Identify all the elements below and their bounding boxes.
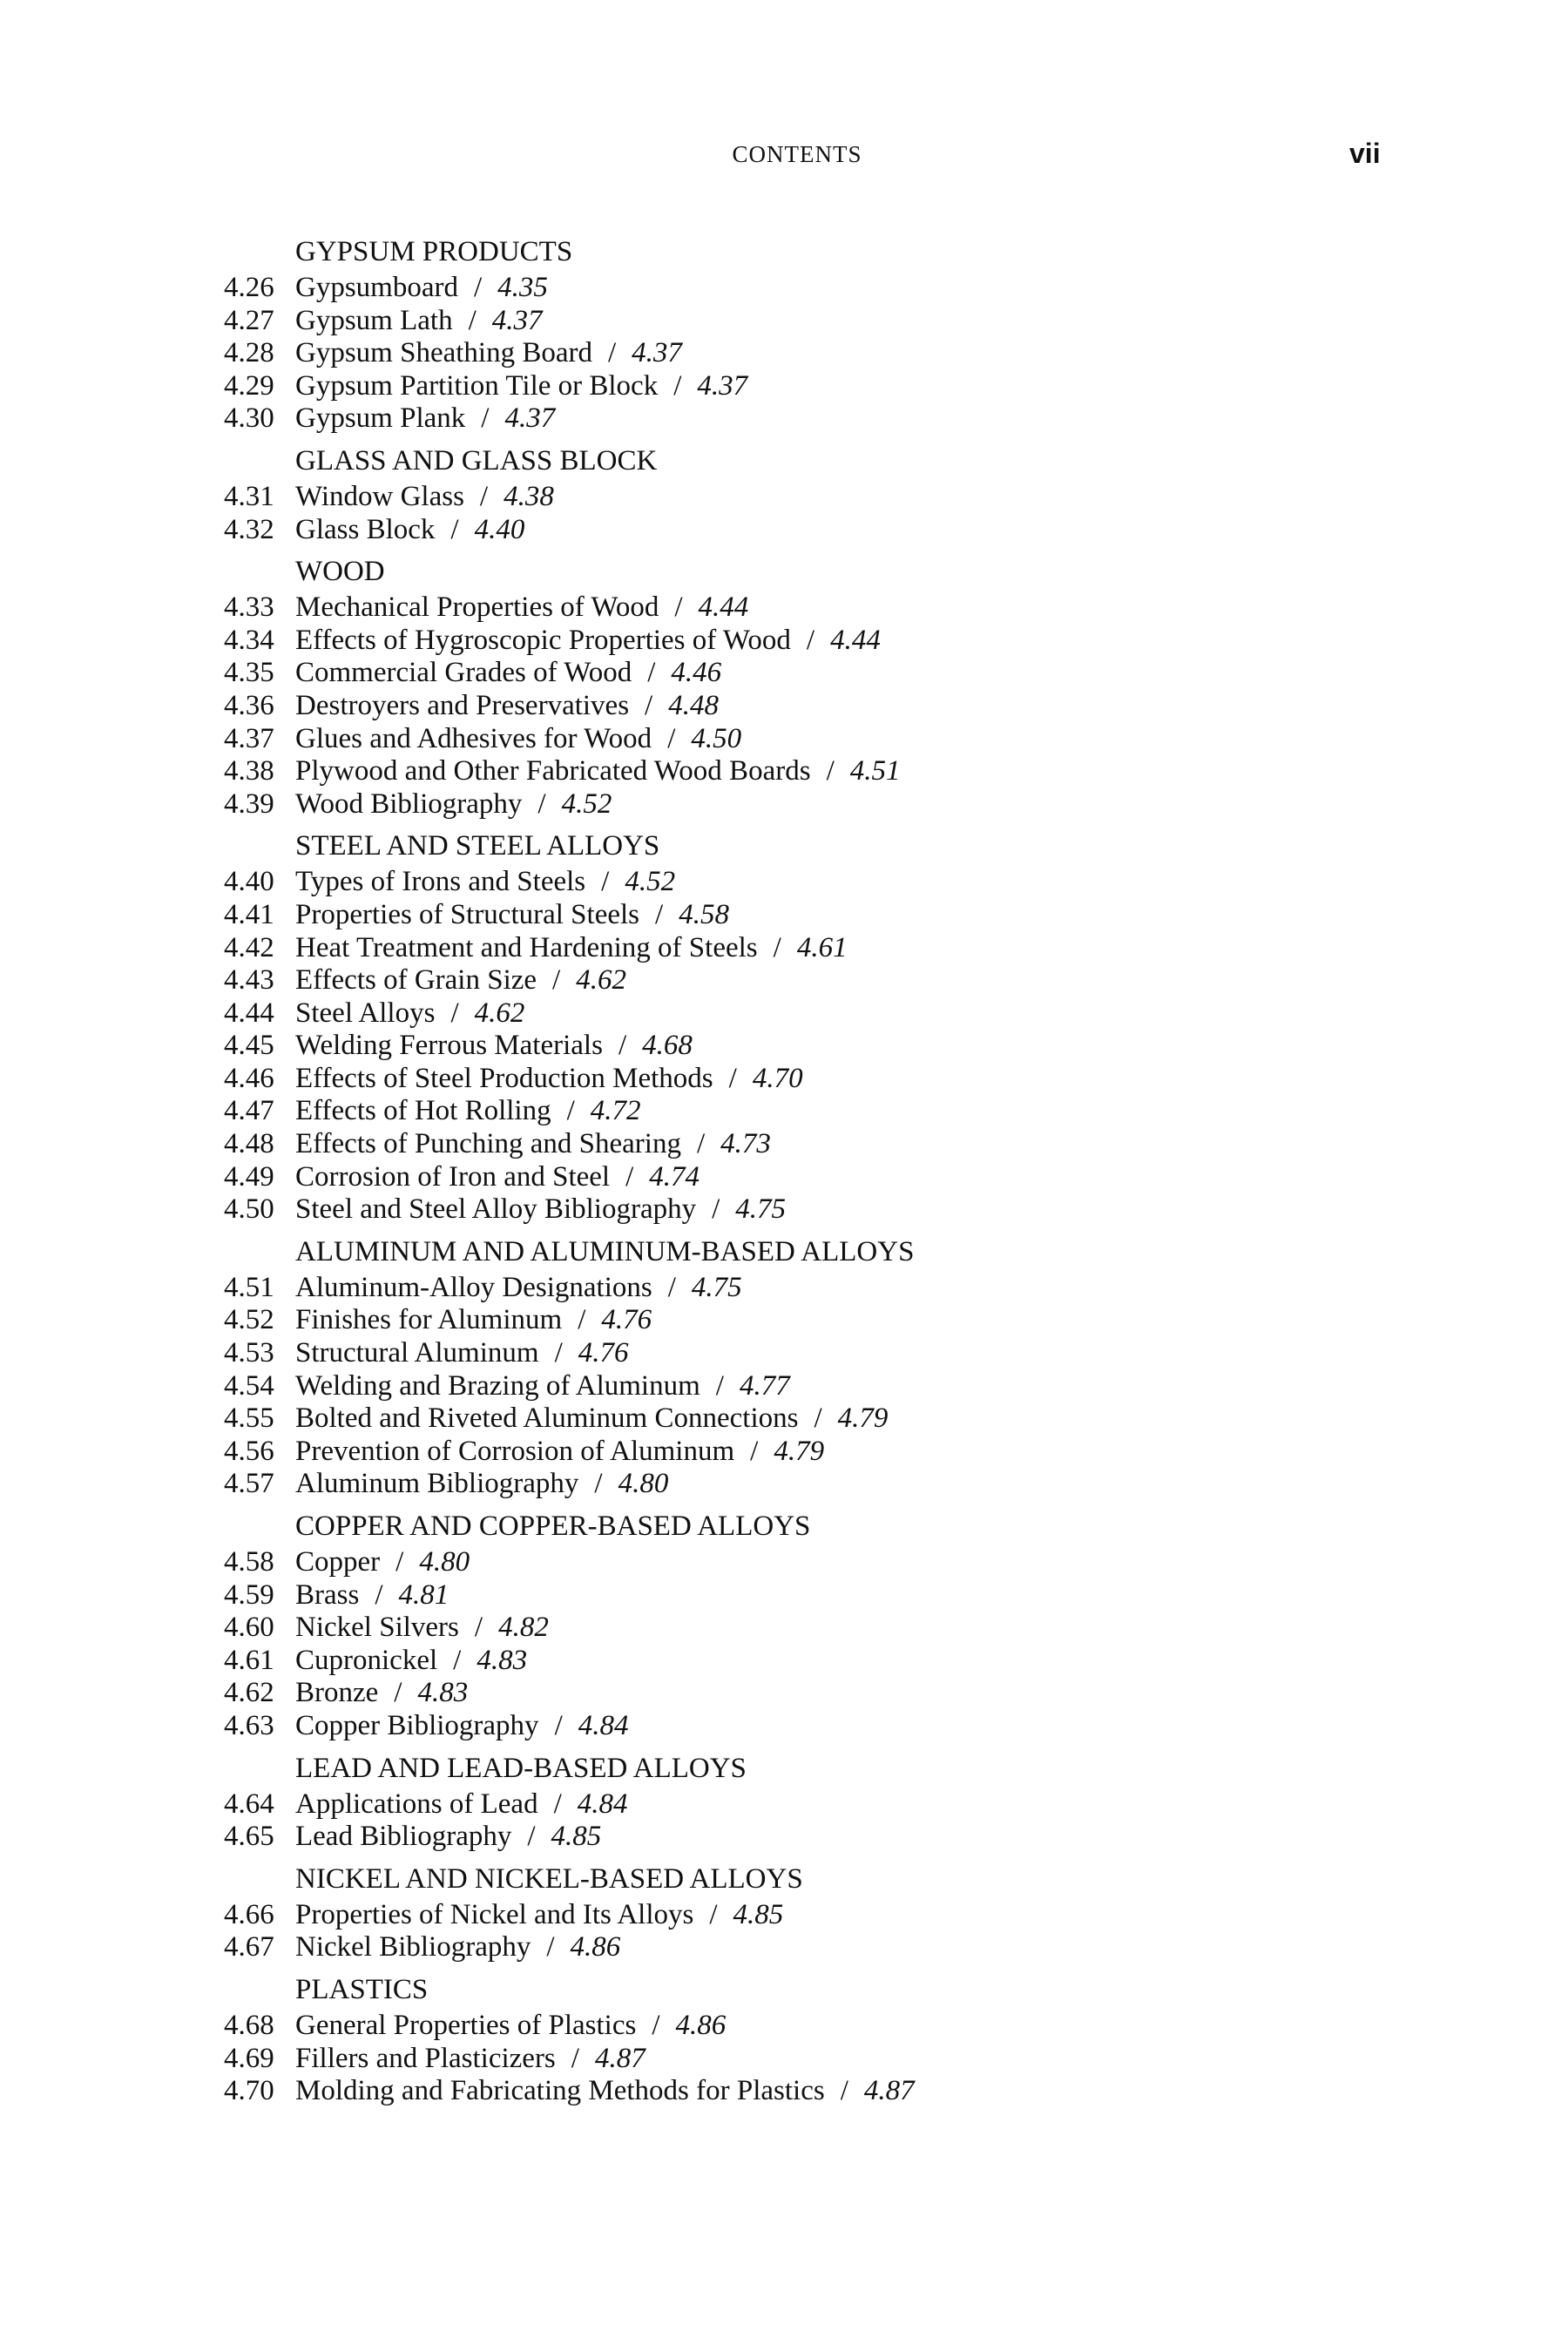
toc-entry[interactable]: [224, 1468, 1443, 1501]
entry-title: Destroyers and Preservatives: [295, 689, 630, 721]
toc-entry[interactable]: [224, 1788, 1443, 1821]
entry-title: Gypsum Partition Tile or Block: [295, 369, 659, 402]
toc-entry[interactable]: [224, 1161, 1443, 1194]
entry-number: 4.27: [224, 304, 274, 336]
entry-title: Nickel Silvers: [295, 1612, 459, 1644]
toc-entry[interactable]: [224, 964, 1443, 997]
entry-separator: /: [667, 722, 676, 754]
toc-entry[interactable]: [224, 1370, 1443, 1403]
entry-number: 4.31: [224, 480, 274, 512]
section-heading: ALUMINUM AND ALUMINUM-BASED ALLOYS: [295, 1235, 915, 1267]
entry-separator: /: [750, 1435, 759, 1467]
entry-page-number: 4.87: [863, 2075, 915, 2107]
entry-separator: /: [696, 1128, 706, 1160]
entry-page-number: 4.76: [601, 1304, 652, 1336]
toc-entry[interactable]: [224, 1546, 1443, 1579]
entry-separator: /: [450, 513, 459, 545]
entry-number: 4.68: [224, 2009, 274, 2041]
entry-number: 4.37: [224, 722, 274, 754]
entry-number: 4.44: [224, 997, 274, 1029]
entry-separator: /: [552, 964, 561, 997]
entry-separator: /: [840, 2075, 848, 2107]
entry-number: 4.53: [224, 1337, 274, 1369]
toc-entry[interactable]: [224, 272, 1443, 305]
entry-separator: /: [527, 1821, 536, 1853]
entry-title: Properties of Structural Steels: [295, 898, 640, 930]
entry-page-number: 4.73: [720, 1128, 771, 1160]
entry-title: Glues and Adhesives for Wood: [295, 722, 652, 754]
toc-entry[interactable]: [224, 1931, 1443, 1964]
entry-separator: /: [607, 337, 617, 369]
entry-number: 4.56: [224, 1435, 274, 1467]
entry-number: 4.42: [224, 931, 274, 963]
entry-page-number: 4.37: [632, 337, 682, 369]
entry-number: 4.34: [224, 624, 274, 656]
entry-separator: /: [709, 1898, 718, 1930]
toc-entry[interactable]: [224, 591, 1443, 625]
entry-separator: /: [375, 1578, 383, 1611]
toc-section: [224, 1748, 1443, 1854]
entry-title: Heat Treatment and Hardening of Steels: [295, 931, 758, 963]
entry-number: 4.49: [224, 1160, 274, 1193]
section-heading: COPPER AND COPPER-BASED ALLOYS: [295, 1511, 811, 1542]
entry-separator: /: [594, 1468, 603, 1500]
entry-title: Gypsum Lath: [295, 304, 453, 336]
entry-title: Mechanical Properties of Wood: [295, 591, 659, 624]
entry-title: Nickel Bibliography: [295, 1931, 531, 1963]
toc-entry[interactable]: [224, 1337, 1443, 1370]
entry-title: Effects of Hot Rolling: [295, 1095, 551, 1127]
entry-title: Steel Alloys: [295, 997, 436, 1029]
entry-number: 4.47: [224, 1095, 274, 1127]
entry-number: 4.26: [224, 272, 274, 303]
entry-separator: /: [473, 272, 483, 303]
toc-section: [224, 232, 1443, 436]
entry-title: Structural Aluminum: [295, 1337, 539, 1369]
entry-number: 4.67: [224, 1931, 274, 1963]
toc-entry[interactable]: [224, 788, 1443, 821]
entry-number: 4.69: [224, 2042, 274, 2074]
toc-entry[interactable]: [224, 657, 1443, 690]
entry-number: 4.46: [224, 1062, 274, 1094]
toc-entry[interactable]: [224, 337, 1443, 370]
section-heading: WOOD: [295, 556, 385, 588]
toc-entry[interactable]: [224, 755, 1443, 788]
entry-number: 4.35: [224, 657, 274, 689]
toc-entry[interactable]: [224, 1612, 1443, 1645]
entry-page-number: 4.81: [398, 1578, 449, 1611]
toc-entry[interactable]: [224, 1030, 1443, 1063]
entry-page-number: 4.35: [497, 272, 548, 303]
entry-title: Window Glass: [295, 480, 464, 512]
toc-entry[interactable]: [224, 932, 1443, 965]
toc-entry[interactable]: [224, 370, 1443, 403]
entry-separator: /: [546, 1931, 555, 1963]
entry-page-number: 4.48: [668, 689, 719, 721]
entry-separator: /: [453, 1644, 462, 1676]
toc-entry[interactable]: [224, 1710, 1443, 1743]
entry-title: Effects of Steel Production Methods: [295, 1062, 713, 1094]
entry-page-number: 4.75: [691, 1271, 742, 1303]
entry-page-number: 4.85: [551, 1821, 602, 1853]
entry-number: 4.64: [224, 1788, 274, 1820]
toc-entry[interactable]: [224, 1304, 1443, 1337]
entry-separator: /: [566, 1095, 575, 1127]
section-heading: GYPSUM PRODUCTS: [295, 236, 573, 267]
entry-page-number: 4.37: [697, 369, 748, 402]
toc-entry[interactable]: [224, 1579, 1443, 1612]
entry-separator: /: [652, 2009, 660, 2041]
entry-page-number: 4.37: [491, 304, 543, 336]
table-of-contents: [224, 226, 1443, 2108]
entry-title: Aluminum-Alloy Designations: [295, 1271, 652, 1303]
toc-entry[interactable]: [224, 514, 1443, 547]
entry-separator: /: [618, 1030, 627, 1062]
entry-number: 4.57: [224, 1468, 274, 1500]
entry-title: Copper Bibliography: [295, 1709, 539, 1741]
entry-title: Effects of Hygroscopic Properties of Wood: [295, 624, 791, 656]
entry-separator: /: [578, 1304, 586, 1336]
entry-number: 4.48: [224, 1128, 274, 1160]
entry-page-number: 4.51: [849, 755, 901, 787]
entry-page-number: 4.80: [419, 1546, 470, 1578]
entry-number: 4.39: [224, 787, 274, 820]
entry-number: 4.45: [224, 1030, 274, 1062]
entry-number: 4.51: [224, 1271, 274, 1303]
toc-entry[interactable]: [224, 1899, 1443, 1932]
entry-separator: /: [715, 1369, 724, 1402]
entry-number: 4.59: [224, 1578, 274, 1611]
entry-separator: /: [450, 997, 459, 1029]
entry-page-number: 4.83: [417, 1677, 469, 1709]
entry-page-number: 4.82: [498, 1612, 549, 1644]
entry-page-number: 4.79: [837, 1402, 889, 1435]
entry-separator: /: [655, 898, 664, 930]
toc-entry[interactable]: [224, 866, 1443, 899]
entry-number: 4.36: [224, 689, 274, 721]
toc-entry[interactable]: [224, 2010, 1443, 2043]
toc-section: [224, 551, 1443, 821]
entry-separator: /: [395, 1546, 404, 1578]
entry-separator: /: [537, 787, 546, 820]
entry-title: Plywood and Other Fabricated Wood Boards: [295, 755, 811, 787]
page-number: vii: [1349, 138, 1381, 169]
entry-title: Lead Bibliography: [295, 1821, 512, 1853]
entry-separator: /: [667, 1271, 676, 1303]
entry-separator: /: [468, 304, 476, 336]
entry-number: 4.28: [224, 337, 274, 369]
toc-entry[interactable]: [224, 402, 1443, 436]
entry-title: Molding and Fabricating Methods for Plastics: [295, 2075, 825, 2107]
entry-page-number: 4.79: [774, 1435, 825, 1467]
toc-entry[interactable]: [224, 1272, 1443, 1305]
running-head: [0, 139, 1568, 174]
toc-entry[interactable]: [224, 1821, 1443, 1854]
entry-title: Fillers and Plasticizers: [295, 2042, 556, 2074]
entry-page-number: 4.50: [691, 722, 742, 754]
toc-section: [224, 1970, 1443, 2108]
entry-title: Gypsum Sheathing Board: [295, 337, 592, 369]
entry-page-number: 4.58: [679, 898, 729, 930]
entry-page-number: 4.83: [476, 1644, 528, 1676]
section-heading: LEAD AND LEAD-BASED ALLOYS: [295, 1752, 747, 1784]
toc-section: [224, 441, 1443, 546]
entry-number: 4.33: [224, 591, 274, 624]
entry-number: 4.50: [224, 1193, 274, 1226]
entry-separator: /: [773, 931, 781, 963]
section-heading: NICKEL AND NICKEL-BASED ALLOYS: [295, 1862, 803, 1895]
entry-page-number: 4.74: [649, 1160, 700, 1193]
entry-title: Welding Ferrous Materials: [295, 1030, 603, 1062]
entry-number: 4.62: [224, 1677, 274, 1709]
entry-title: Gypsum Plank: [295, 402, 466, 435]
entry-separator: /: [554, 1337, 563, 1369]
entry-separator: /: [554, 1709, 563, 1741]
toc-entry[interactable]: [224, 723, 1443, 756]
entry-title: Steel and Steel Alloy Bibliography: [295, 1193, 697, 1226]
entry-separator: /: [571, 2042, 579, 2074]
toc-entry[interactable]: [224, 1095, 1443, 1128]
entry-page-number: 4.44: [698, 591, 749, 624]
entry-separator: /: [481, 402, 490, 435]
entry-separator: /: [814, 1402, 822, 1435]
entry-title: Commercial Grades of Wood: [295, 657, 632, 689]
toc-section: [224, 1859, 1443, 1964]
entry-separator: /: [728, 1062, 737, 1094]
toc-entry[interactable]: [224, 1436, 1443, 1469]
entry-title: Corrosion of Iron and Steel: [295, 1160, 611, 1193]
toc-entry[interactable]: [224, 1677, 1443, 1710]
entry-title: Copper: [295, 1546, 381, 1578]
entry-page-number: 4.87: [594, 2042, 645, 2074]
entry-number: 4.54: [224, 1369, 274, 1402]
toc-entry[interactable]: [224, 1063, 1443, 1096]
entry-title: Glass Block: [295, 513, 436, 545]
toc-entry[interactable]: [224, 305, 1443, 338]
entry-separator: /: [712, 1193, 720, 1226]
entry-number: 4.40: [224, 866, 274, 898]
entry-page-number: 4.72: [590, 1095, 641, 1127]
entry-number: 4.58: [224, 1546, 274, 1578]
entry-separator: /: [553, 1788, 562, 1820]
toc-entry[interactable]: [224, 899, 1443, 932]
entry-separator: /: [806, 624, 815, 656]
toc-entry[interactable]: [224, 2043, 1443, 2076]
entry-separator: /: [674, 591, 683, 624]
entry-page-number: 4.52: [625, 866, 676, 898]
entry-page-number: 4.62: [474, 997, 525, 1029]
toc-entry[interactable]: [224, 1402, 1443, 1436]
entry-title: Brass: [295, 1578, 360, 1611]
entry-page-number: 4.77: [739, 1369, 790, 1402]
entry-page-number: 4.86: [570, 1931, 621, 1963]
toc-section: [224, 826, 1443, 1227]
entry-title: General Properties of Plastics: [295, 2009, 637, 2041]
entry-page-number: 4.37: [504, 402, 556, 435]
section-heading: STEEL AND STEEL ALLOYS: [295, 830, 660, 862]
entry-page-number: 4.76: [578, 1337, 629, 1369]
entry-number: 4.41: [224, 898, 274, 930]
section-heading: GLASS AND GLASS BLOCK: [295, 444, 658, 476]
entry-page-number: 4.44: [830, 624, 881, 656]
running-title: CONTENTS: [732, 141, 862, 167]
entry-title: Cupronickel: [295, 1644, 438, 1676]
entry-number: 4.32: [224, 513, 274, 545]
entry-page-number: 4.70: [752, 1062, 803, 1094]
entry-separator: /: [394, 1677, 402, 1709]
entry-page-number: 4.46: [671, 657, 722, 689]
entry-page-number: 4.40: [474, 513, 525, 545]
entry-number: 4.52: [224, 1304, 274, 1336]
entry-number: 4.61: [224, 1644, 274, 1676]
toc-entry[interactable]: [224, 1645, 1443, 1678]
entry-number: 4.38: [224, 755, 274, 787]
entry-number: 4.66: [224, 1898, 274, 1930]
section-heading: PLASTICS: [295, 1973, 429, 2005]
entry-page-number: 4.84: [578, 1709, 629, 1741]
entry-number: 4.63: [224, 1709, 274, 1741]
entry-number: 4.29: [224, 369, 274, 402]
toc-entry[interactable]: [224, 2075, 1443, 2108]
entry-title: Effects of Grain Size: [295, 964, 537, 997]
toc-entry[interactable]: [224, 997, 1443, 1031]
entry-separator: /: [826, 755, 835, 787]
entry-title: Prevention of Corrosion of Aluminum: [295, 1435, 735, 1467]
entry-separator: /: [479, 480, 489, 512]
entry-page-number: 4.52: [561, 787, 612, 820]
entry-separator: /: [474, 1612, 483, 1644]
entry-page-number: 4.38: [504, 480, 554, 512]
entry-title: Applications of Lead: [295, 1788, 538, 1820]
entry-title: Properties of Nickel and Its Alloys: [295, 1898, 694, 1930]
toc-entry[interactable]: [224, 690, 1443, 723]
toc-entry[interactable]: [224, 625, 1443, 658]
toc-entry[interactable]: [224, 1193, 1443, 1227]
entry-number: 4.60: [224, 1612, 274, 1644]
toc-entry[interactable]: [224, 1128, 1443, 1161]
entry-title: Gypsumboard: [295, 272, 458, 303]
entry-number: 4.30: [224, 402, 274, 435]
toc-section: [224, 1506, 1443, 1743]
entry-number: 4.43: [224, 964, 274, 997]
entry-number: 4.55: [224, 1402, 274, 1435]
entry-title: Types of Irons and Steels: [295, 866, 586, 898]
entry-separator: /: [625, 1160, 634, 1193]
entry-page-number: 4.85: [733, 1898, 784, 1930]
entry-page-number: 4.68: [642, 1030, 693, 1062]
entry-separator: /: [647, 657, 656, 689]
entry-title: Welding and Brazing of Aluminum: [295, 1369, 700, 1402]
entry-title: Wood Bibliography: [295, 787, 523, 820]
entry-title: Bolted and Riveted Aluminum Connections: [295, 1402, 799, 1435]
entry-separator: /: [673, 369, 682, 402]
entry-page-number: 4.80: [618, 1468, 669, 1500]
entry-title: Effects of Punching and Shearing: [295, 1128, 681, 1160]
entry-page-number: 4.84: [577, 1788, 628, 1820]
entry-separator: /: [645, 689, 653, 721]
entry-page-number: 4.86: [675, 2009, 727, 2041]
entry-separator: /: [601, 866, 610, 898]
toc-entry[interactable]: [224, 481, 1443, 514]
entry-title: Aluminum Bibliography: [295, 1468, 579, 1500]
entry-page-number: 4.75: [735, 1193, 787, 1226]
entry-page-number: 4.62: [576, 964, 626, 997]
toc-section: [224, 1232, 1443, 1501]
entry-number: 4.65: [224, 1821, 274, 1853]
entry-title: Bronze: [295, 1677, 379, 1709]
entry-page-number: 4.61: [796, 931, 848, 963]
entry-number: 4.70: [224, 2075, 274, 2107]
entry-title: Finishes for Aluminum: [295, 1304, 563, 1336]
